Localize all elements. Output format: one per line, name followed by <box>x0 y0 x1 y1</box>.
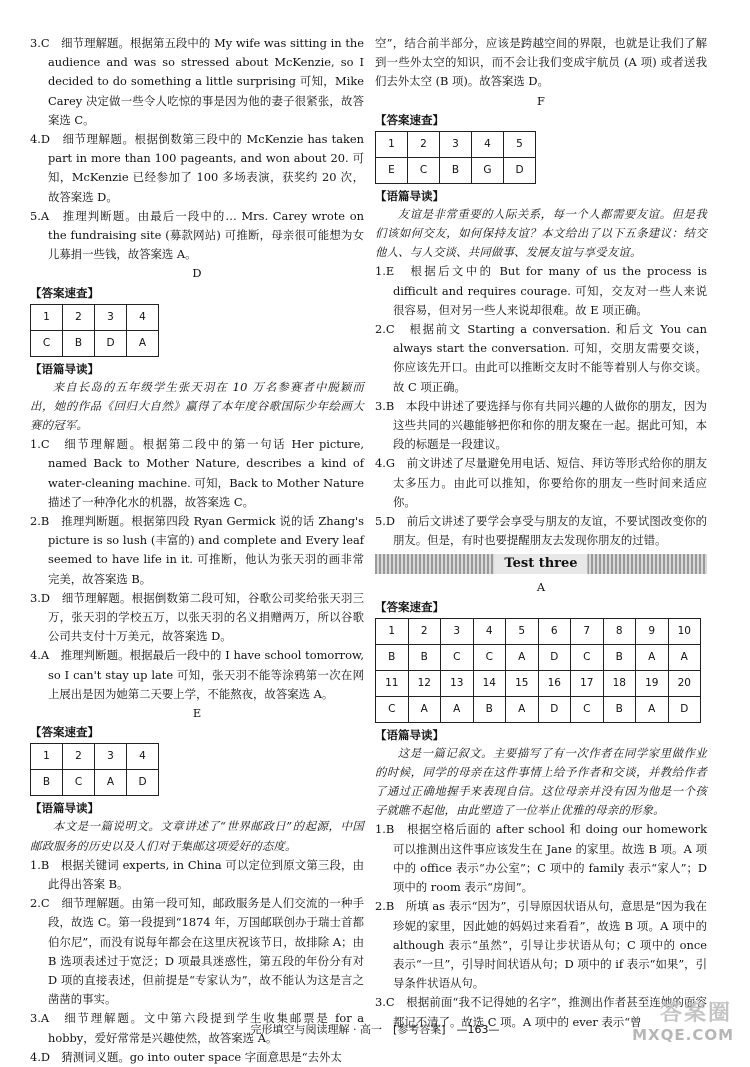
answer-cell: B <box>31 770 63 796</box>
table-row <box>376 696 701 722</box>
passage-summary: 来自长岛的五年级学生张天羽在 10 万名参赛者中脱颖而出，她的作品《回归大自然》赢得了本年度谷歌国际少年绘画大赛的冠军。 <box>30 379 364 433</box>
question-number: 1 <box>376 618 409 644</box>
question-number: 16 <box>538 670 571 696</box>
table-row <box>376 644 701 670</box>
answer-cell: B <box>440 157 472 183</box>
question-number: 3 <box>441 618 474 644</box>
answer-cell: D <box>668 696 701 722</box>
question-number: 2 <box>63 744 95 770</box>
test-three-title: Test three <box>494 554 587 574</box>
question-number: 10 <box>668 618 701 644</box>
watermark-text: 答案圈 <box>659 1001 732 1026</box>
site-watermark <box>618 1002 738 1048</box>
answer-explanation: 1.E 根据后文中的 But for many of us the process is difficult and requires courage. 可知，交友对一些人来说很容易，但对另一些人来说却很难。故 E 项正确。 <box>375 264 707 317</box>
watermark-url: MXQE.COM <box>632 1026 734 1044</box>
answer-cell: C <box>63 770 95 796</box>
answer-cell: B <box>473 696 506 722</box>
answer-explanation: 3.D 细节理解题。根据倒数第二段可知，谷歌公司奖给张天羽三万，张天羽的学校五万，以张天羽的名义捐赠两万，所以谷歌公司共支付十万美元，故答案选 D。 <box>30 590 364 644</box>
answer-quick-check-heading: 【答案速查】 <box>30 285 99 300</box>
passage-guide-heading: 【语篇导读】 <box>375 188 444 203</box>
question-number: 6 <box>538 618 571 644</box>
passage-summary: 本文是一篇说明文。文章讲述了“世界邮政日”的起源，中国邮政服务的历史以及人们对于集邮这项爱好的态度。 <box>30 819 364 853</box>
answer-cell: D <box>127 770 159 796</box>
question-number: 4 <box>473 618 506 644</box>
answer-cell: D <box>504 157 536 183</box>
answer-explanation: 3.C 根据前面“我不记得她的名字”，推测出作者甚至连她的面容都记不清了。故选 C 项。A 项中的 ever 表示“曾 <box>375 995 707 1029</box>
table-row <box>31 330 159 356</box>
answer-explanation: 2.B 推理判断题。根据第四段 Ryan Germick 说的话 Zhang's picture is so lush (丰富的) and complete and Every leaf seemed to have life in it. 可推断，他认为张天羽的画非常完美，故答案选 B。 <box>30 514 364 586</box>
answer-cell: A <box>506 696 539 722</box>
answer-cell: A <box>127 330 159 356</box>
table-row <box>376 157 536 183</box>
question-number: 3 <box>440 131 472 157</box>
section-letter-a: A <box>536 580 546 595</box>
answer-explanation: 4.D 猜测词义题。go into outer space 字面意思是“去外太 <box>30 1049 342 1064</box>
question-number: 1 <box>31 744 63 770</box>
answer-cell: C <box>31 330 63 356</box>
question-number: 5 <box>506 618 539 644</box>
answer-cell: G <box>472 157 504 183</box>
answer-table-f <box>375 131 536 184</box>
question-number: 2 <box>408 131 440 157</box>
answer-explanation-continued: 空”，结合前半部分，应该是跨越空间的界限，也就是让我们了解到一些外太空的知识，而不会让我们变成宇航员 (A 项) 或者送我们去外太空 (B 项)。故答案选 D。 <box>375 36 707 89</box>
section-a-questions <box>375 820 707 1031</box>
answer-cell: C <box>408 157 440 183</box>
section-d-questions <box>30 435 364 704</box>
answer-cell: B <box>408 644 441 670</box>
question-number: 2 <box>63 304 95 330</box>
answer-cell: A <box>506 644 539 670</box>
answer-quick-check-heading: 【答案速查】 <box>30 725 99 740</box>
answer-cell: B <box>63 330 95 356</box>
answer-cell: A <box>408 696 441 722</box>
answer-quick-check-heading: 【答案速查】 <box>375 599 444 614</box>
passage-summary: 这是一篇记叙文。主要描写了有一次作者在同学家里做作业的时候，同学的母亲在这件事情上给予作者和交谈，并教给作者了通过正确地握手来表现自信。这位母亲并没有因为他是一个孩子就瞧不起他，由此塑造了一位举止优雅的母亲的形象。 <box>375 745 707 818</box>
answer-explanation: 4.D 细节理解题。根据倒数第三段中的 McKenzie has taken part in more than 100 pageants, and won about 20. 可知，McKenzie 已经参加了 100 多场表演，获奖约 20 次，故答案选 D。 <box>30 132 364 204</box>
question-number: 14 <box>473 670 506 696</box>
question-number: 1 <box>31 304 63 330</box>
section-c-questions <box>30 34 364 264</box>
answer-explanation: 1.B 根据关键词 experts, in China 可以定位到原文第三段，由此得出答案 B。 <box>30 857 364 891</box>
answer-cell: C <box>571 644 604 670</box>
table-row <box>376 618 701 644</box>
section-letter-d: D <box>192 266 202 281</box>
question-number: 4 <box>472 131 504 157</box>
answer-cell: B <box>376 644 409 670</box>
question-number: 17 <box>571 670 604 696</box>
answer-cell: A <box>636 644 669 670</box>
answer-table-d <box>30 304 159 357</box>
answer-cell: C <box>441 644 474 670</box>
answer-cell: A <box>441 696 474 722</box>
answer-explanation: 2.C 细节理解题。由第一段可知，邮政服务是人们交流的一种手段，故选 C。第一段提到“1874 年，万国邮联创办于瑞士首都伯尔尼”，而没有说每年都会在这里庆祝该节日，故排除 A；由 B 选项表述过于宽泛；D 项最具迷惑性，第五段的年份分有对 D 项的直接表述，但前提是“专家认为”，故不能认为这是言之凿凿的事实。 <box>30 896 364 1007</box>
question-number: 2 <box>408 618 441 644</box>
question-number: 5 <box>504 131 536 157</box>
question-number: 1 <box>376 131 408 157</box>
answer-cell: E <box>376 157 408 183</box>
answer-table-a <box>375 618 701 723</box>
left-column <box>30 34 364 1067</box>
answer-cell: B <box>603 644 636 670</box>
table-row <box>376 670 701 696</box>
passage-guide-heading: 【语篇导读】 <box>30 361 99 376</box>
table-row <box>376 131 536 157</box>
answer-explanation: 5.D 前后文讲述了要学会享受与朋友的友谊，不要试图改变你的朋友。但是，有时也要提醒朋友去发现你朋友的过错。 <box>375 514 707 548</box>
right-column <box>375 34 707 1032</box>
answer-explanation: 4.A 推理判断题。根据最后一段中的 I have school tomorrow, so I can't stay up late 可知，张天羽不能等涂鸦第一次在网上展出是因为她第二天要上学，不能熬夜，故答案选 A。 <box>30 648 364 701</box>
table-row <box>31 770 159 796</box>
answer-explanation: 1.C 细节理解题。根据第二段中的第一句话 Her picture, named Back to Mother Nature, describes a kind of water-cleaning machine. 可知，Back to Mother Nature 描述了一种净化水的机器，故答案选 C。 <box>30 437 364 509</box>
answer-cell: A <box>636 696 669 722</box>
question-number: 8 <box>603 618 636 644</box>
answer-cell: A <box>95 770 127 796</box>
question-number: 3 <box>95 744 127 770</box>
question-number: 15 <box>506 670 539 696</box>
question-number: 19 <box>636 670 669 696</box>
table-row <box>31 304 159 330</box>
table-row <box>31 744 159 770</box>
question-number: 12 <box>408 670 441 696</box>
question-number: 3 <box>95 304 127 330</box>
answer-explanation: 2.C 根据前文 Starting a conversation. 和后文 You can always start the conversation. 可知，交朋友需要交谈，你应该先开口。由此可以推断交友时不能等着别人与你交谈。故 C 项正确。 <box>375 322 707 394</box>
question-number: 4 <box>127 744 159 770</box>
question-number: 9 <box>636 618 669 644</box>
answer-quick-check-heading: 【答案速查】 <box>375 112 444 127</box>
passage-summary: 友谊是非常重要的人际关系，每一个人都需要友谊。但是我们该如何交友，如何保持友谊？本文给出了以下五条建议：结交他人、与人交谈、共同做事、发展友谊与享受友谊。 <box>375 206 707 260</box>
page-footer: 完形填空与阅读理解 · 高一 [参考答案] —163— <box>250 1023 500 1036</box>
answer-cell: D <box>538 644 571 670</box>
answer-cell: D <box>95 330 127 356</box>
answer-cell: C <box>571 696 604 722</box>
section-f-questions <box>375 262 707 550</box>
question-number: 4 <box>127 304 159 330</box>
answer-cell: A <box>668 644 701 670</box>
question-number: 20 <box>668 670 701 696</box>
passage-guide-heading: 【语篇导读】 <box>375 727 444 742</box>
answer-explanation: 1.B 根据空格后面的 after school 和 doing our homework 可以推测出这件事应该发生在 Jane 的家里。故选 B 项。A 项中的 office 表示“办公室”；C 项中的 family 表示“家人”；D 项中的 room 表示“房间”。 <box>375 822 707 895</box>
answer-explanation: 2.B 所填 as 表示“因为”，引导原因状语从句，意思是“因为我在珍妮的家里，因此她的妈妈过来看看”，故选 B 项。A 项中的 although 表示“虽然”，引导让步状语从句；C 项中的 once 表示“一旦”，引导时间状语从句；D 项中的 if 表示“如果”，引导条件状语从句。 <box>375 899 707 991</box>
question-number: 13 <box>441 670 474 696</box>
answer-explanation: 3.B 本段中讲述了要选择与你有共同兴趣的人做你的朋友，因为这些共同的兴趣能够把你和你的朋友聚在一起。据此可知，本段的标题是一段建议。 <box>375 398 707 452</box>
question-number: 11 <box>376 670 409 696</box>
answer-explanation: 3.A 细节理解题。文中第六段提到学生收集邮票是 for a hobby，爱好常常是兴趣使然，故答案选 A。 <box>30 1011 364 1045</box>
answer-cell: B <box>603 696 636 722</box>
question-number: 18 <box>603 670 636 696</box>
section-letter-f: F <box>537 93 545 108</box>
section-letter-e: E <box>192 706 202 721</box>
answer-table-e <box>30 743 159 796</box>
test-three-banner <box>375 554 707 574</box>
question-number: 7 <box>571 618 604 644</box>
answer-cell: D <box>538 696 571 722</box>
answer-cell: C <box>376 696 409 722</box>
answer-explanation: 4.G 前文讲述了尽量避免用电话、短信、拜访等形式给你的朋友太多压力。由此可以推知，你要给你的朋友一些时间来适应你。 <box>375 456 707 509</box>
answer-explanation: 5.A 推理判断题。由最后一段中的… Mrs. Carey wrote on the fundraising site (募款网站) 可推断，母亲很可能想为女儿募捐一些钱，故答案选 A。 <box>30 208 364 262</box>
answer-explanation: 3.C 细节理解题。根据第五段中的 My wife was sitting in the audience and was so stressed about McKenzie, so I decided to do something a little surprising 可知，Mike Carey 决定做一些令人吃惊的事是因为他的妻子很紧张，故答案选 C。 <box>30 36 364 127</box>
answer-cell: C <box>473 644 506 670</box>
passage-guide-heading: 【语篇导读】 <box>30 801 99 816</box>
